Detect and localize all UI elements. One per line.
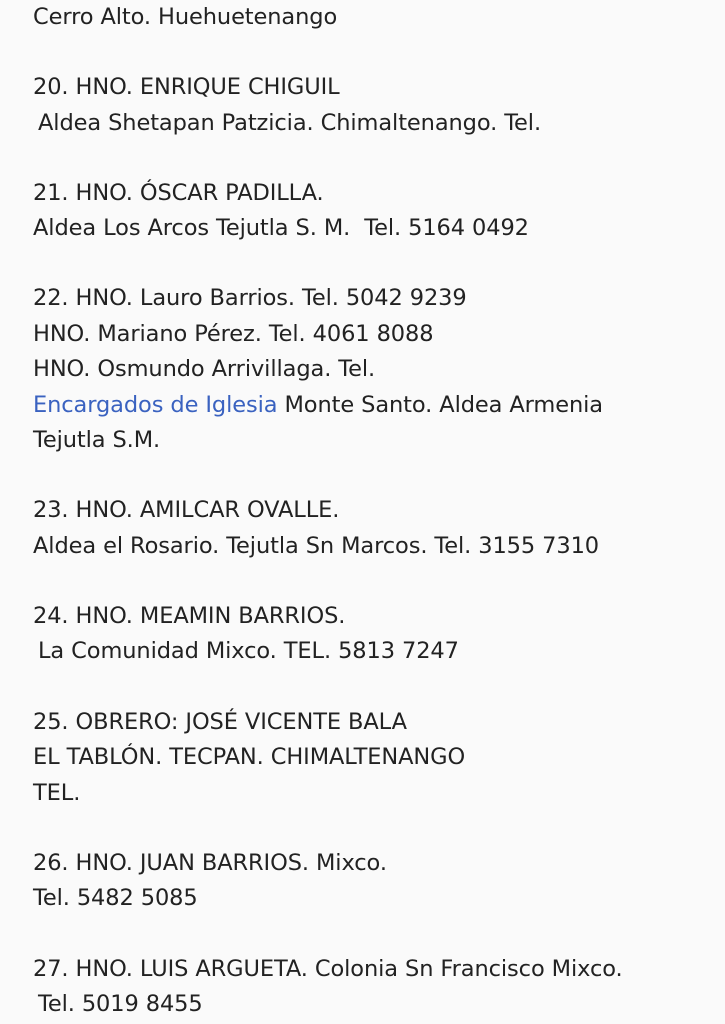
note-line: TEL. — [33, 780, 81, 806]
note-line: HNO. Mariano Pérez. Tel. 4061 8088 — [33, 321, 434, 347]
note-line-text: Monte Santo. Aldea Armenia — [277, 392, 603, 418]
note-line: Tel. 5482 5085 — [33, 885, 198, 911]
note-line: Tel. 5019 8455 — [38, 991, 203, 1017]
note-line: 25. OBRERO: JOSÉ VICENTE BALA — [33, 709, 407, 735]
note-line: 23. HNO. AMILCAR OVALLE. — [33, 497, 340, 523]
note-line: 24. HNO. MEAMIN BARRIOS. — [33, 603, 346, 629]
note-line: 21. HNO. ÓSCAR PADILLA. — [33, 180, 324, 206]
note-line: La Comunidad Mixco. TEL. 5813 7247 — [38, 638, 459, 664]
encargados-link[interactable]: Encargados de Iglesia — [33, 392, 278, 418]
note-line: HNO. Osmundo Arrivillaga. Tel. — [33, 356, 376, 382]
note-line: 20. HNO. ENRIQUE CHIGUIL — [33, 74, 340, 100]
note-line: Aldea Shetapan Patzicia. Chimaltenango. Tel. — [38, 110, 542, 136]
note-line: EL TABLÓN. TECPAN. CHIMALTENANGO — [33, 744, 466, 770]
note-line: Tejutla S.M. — [33, 427, 161, 453]
note-line: 26. HNO. JUAN BARRIOS. Mixco. — [33, 850, 387, 876]
note-line: 27. HNO. LUIS ARGUETA. Colonia Sn Francisco Mixco. — [33, 956, 623, 982]
note-line-with-link — [33, 388, 603, 423]
note-line: Aldea Los Arcos Tejutla S. M. Tel. 5164 0492 — [33, 215, 529, 241]
note-line: 22. HNO. Lauro Barrios. Tel. 5042 9239 — [33, 285, 467, 311]
note-line: Cerro Alto. Huehuetenango — [33, 4, 338, 30]
note-line: Aldea el Rosario. Tejutla Sn Marcos. Tel. 3155 7310 — [33, 533, 600, 559]
